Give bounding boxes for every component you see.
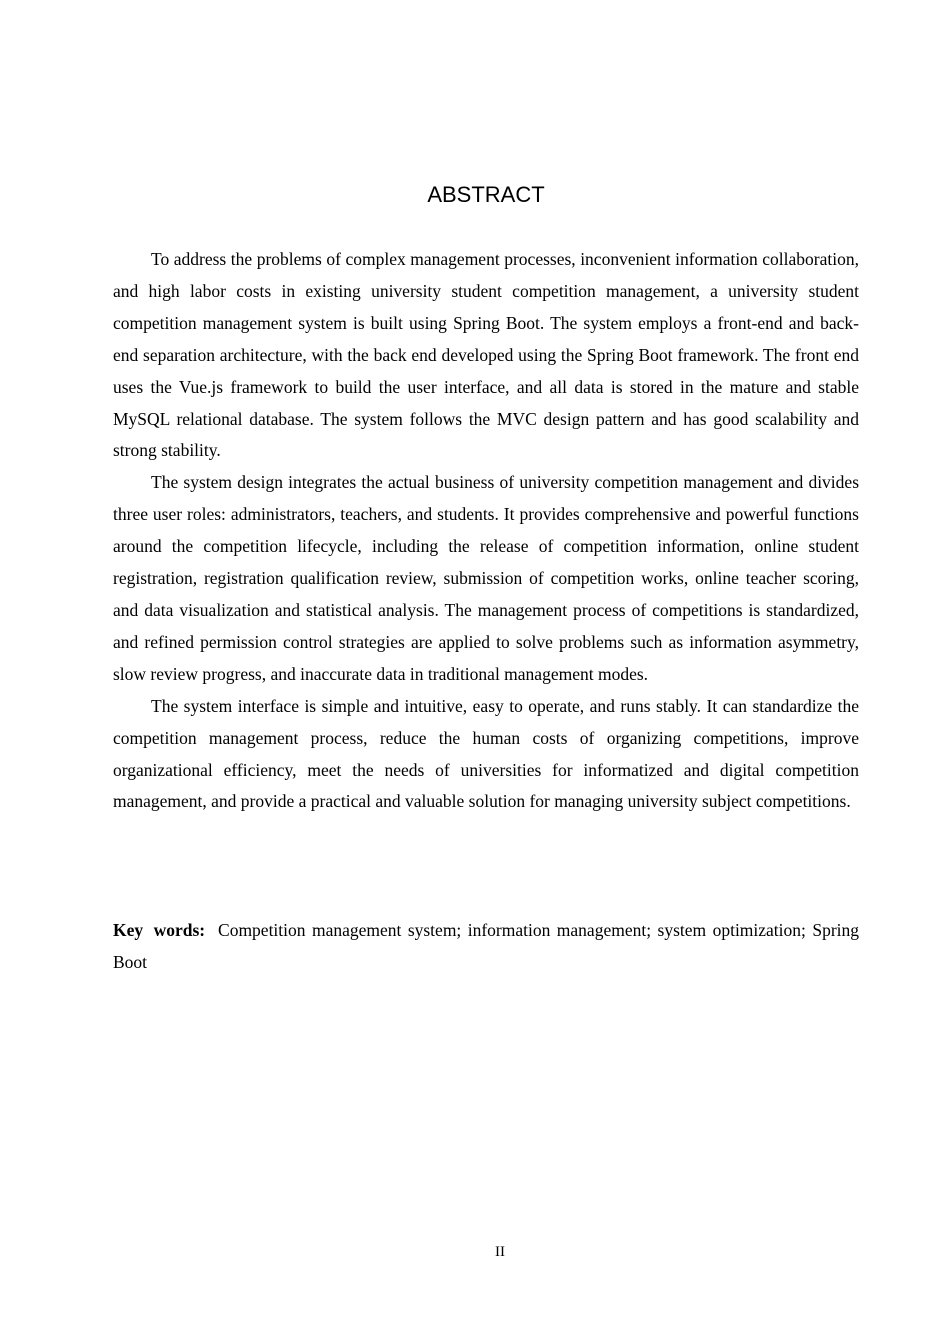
abstract-title: ABSTRACT bbox=[427, 182, 545, 207]
abstract-paragraph-3: The system interface is simple and intuitive, easy to operate, and runs stably. It can standardize the competition management process, reduce the human costs of organizing competitions, improve organizational efficiency, meet the needs of universities for informatized and digital competition management, and provide a practical and valuable solution for managing university subject competitions. bbox=[113, 695, 859, 812]
keywords-label: Key words: bbox=[113, 920, 206, 940]
abstract-paragraph-1: To address the problems of complex management processes, inconvenient information collaboration, and high labor costs in existing university student competition management, a university student competition management system is built using Spring Boot. The system employs a front-end and back-end separation architecture, with the back end developed using the Spring Boot framework. The front end uses the Vue.js framework to build the user interface, and all data is stored in the mature and stable MySQL relational database. The system follows the MVC design pattern and has good scalability and strong stability. bbox=[113, 249, 859, 461]
keywords-line bbox=[113, 915, 859, 979]
abstract-body bbox=[113, 244, 859, 818]
abstract-paragraph-2: The system design integrates the actual business of university competition management and divides three user roles: administrators, teachers, and students. It provides comprehensive and powerful functions around the competition lifecycle, including the release of competition information, online student registration, registration qualification review, submission of competition works, online teacher scoring, and data visualization and statistical analysis. The management process of competitions is standardized, and refined permission control strategies are applied to solve problems such as information asymmetry, slow review progress, and inaccurate data in traditional management modes. bbox=[113, 472, 859, 684]
page-number: II bbox=[495, 1244, 505, 1260]
keywords-text: Competition management system; information management; system optimization; Spring Boot bbox=[113, 920, 860, 972]
